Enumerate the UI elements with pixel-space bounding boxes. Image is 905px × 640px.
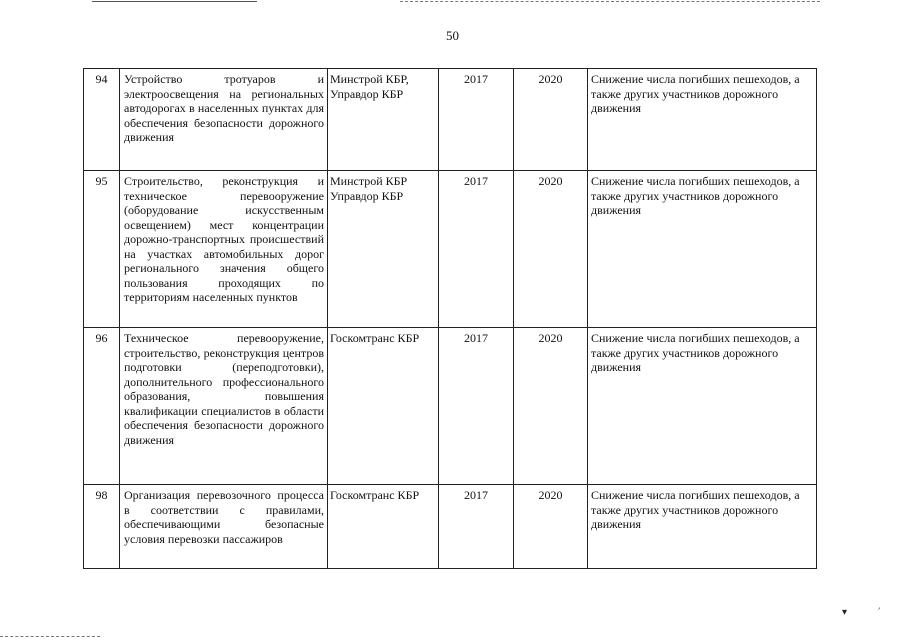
row-number: 98 xyxy=(84,485,120,569)
measure-name: Техническое перевооружение, строительство, реконструкция центров подготовки (переподготовки), дополнительного профессионального образования, повышения квалификации специалистов в области обеспечения безопасности дорожного движения xyxy=(120,328,328,485)
executor: Госкомтранс КБР xyxy=(328,328,439,485)
table-row xyxy=(84,69,817,171)
end-year: 2020 xyxy=(514,328,588,485)
row-number: 94 xyxy=(84,69,120,171)
executor: Минстрой КБР Управдор КБР xyxy=(328,171,439,328)
row-number: 96 xyxy=(84,328,120,485)
expected-result: Снижение числа погибших пешеходов, а также других участников дорожного движения xyxy=(588,171,817,328)
end-year: 2020 xyxy=(514,69,588,171)
scan-mark: ▾ xyxy=(842,607,848,618)
measure-name: Организация перевозочного процесса в соответствии с правилами, обеспечивающими безопасные условия перевозки пассажиров xyxy=(120,485,328,569)
start-year: 2017 xyxy=(439,171,514,328)
executor: Госкомтранс КБР xyxy=(328,485,439,569)
expected-result: Снижение числа погибших пешеходов, а также других участников дорожного движения xyxy=(588,485,817,569)
table-row xyxy=(84,328,817,485)
start-year: 2017 xyxy=(439,69,514,171)
end-year: 2020 xyxy=(514,485,588,569)
end-year: 2020 xyxy=(514,171,588,328)
scan-mark: ׳ xyxy=(878,605,881,616)
start-year: 2017 xyxy=(439,485,514,569)
start-year: 2017 xyxy=(439,328,514,485)
measure-name: Строительство, реконструкция и техническое перевооружение (оборудование искусственным освещением) мест концентрации дорожно-транспортных происшествий на участках автомобильных дорог регионального значения общего пользования проходящих по территориям населенных пунктов xyxy=(120,171,328,328)
scan-edge-bottom-left xyxy=(0,636,100,637)
measures-table xyxy=(83,68,817,569)
executor: Минстрой КБР, Управдор КБР xyxy=(328,69,439,171)
row-number: 95 xyxy=(84,171,120,328)
expected-result: Снижение числа погибших пешеходов, а также других участников дорожного движения xyxy=(588,69,817,171)
expected-result: Снижение числа погибших пешеходов, а также других участников дорожного движения xyxy=(588,328,817,485)
measure-name: Устройство тротуаров и электроосвещения на региональных автодорогах в населенных пунктах для обеспечения безопасности дорожного движения xyxy=(120,69,328,171)
scan-edge-top-left xyxy=(92,1,257,2)
table-row xyxy=(84,171,817,328)
page-number: 50 xyxy=(446,28,459,43)
table-row xyxy=(84,485,817,569)
scan-edge-top-right xyxy=(400,1,820,2)
